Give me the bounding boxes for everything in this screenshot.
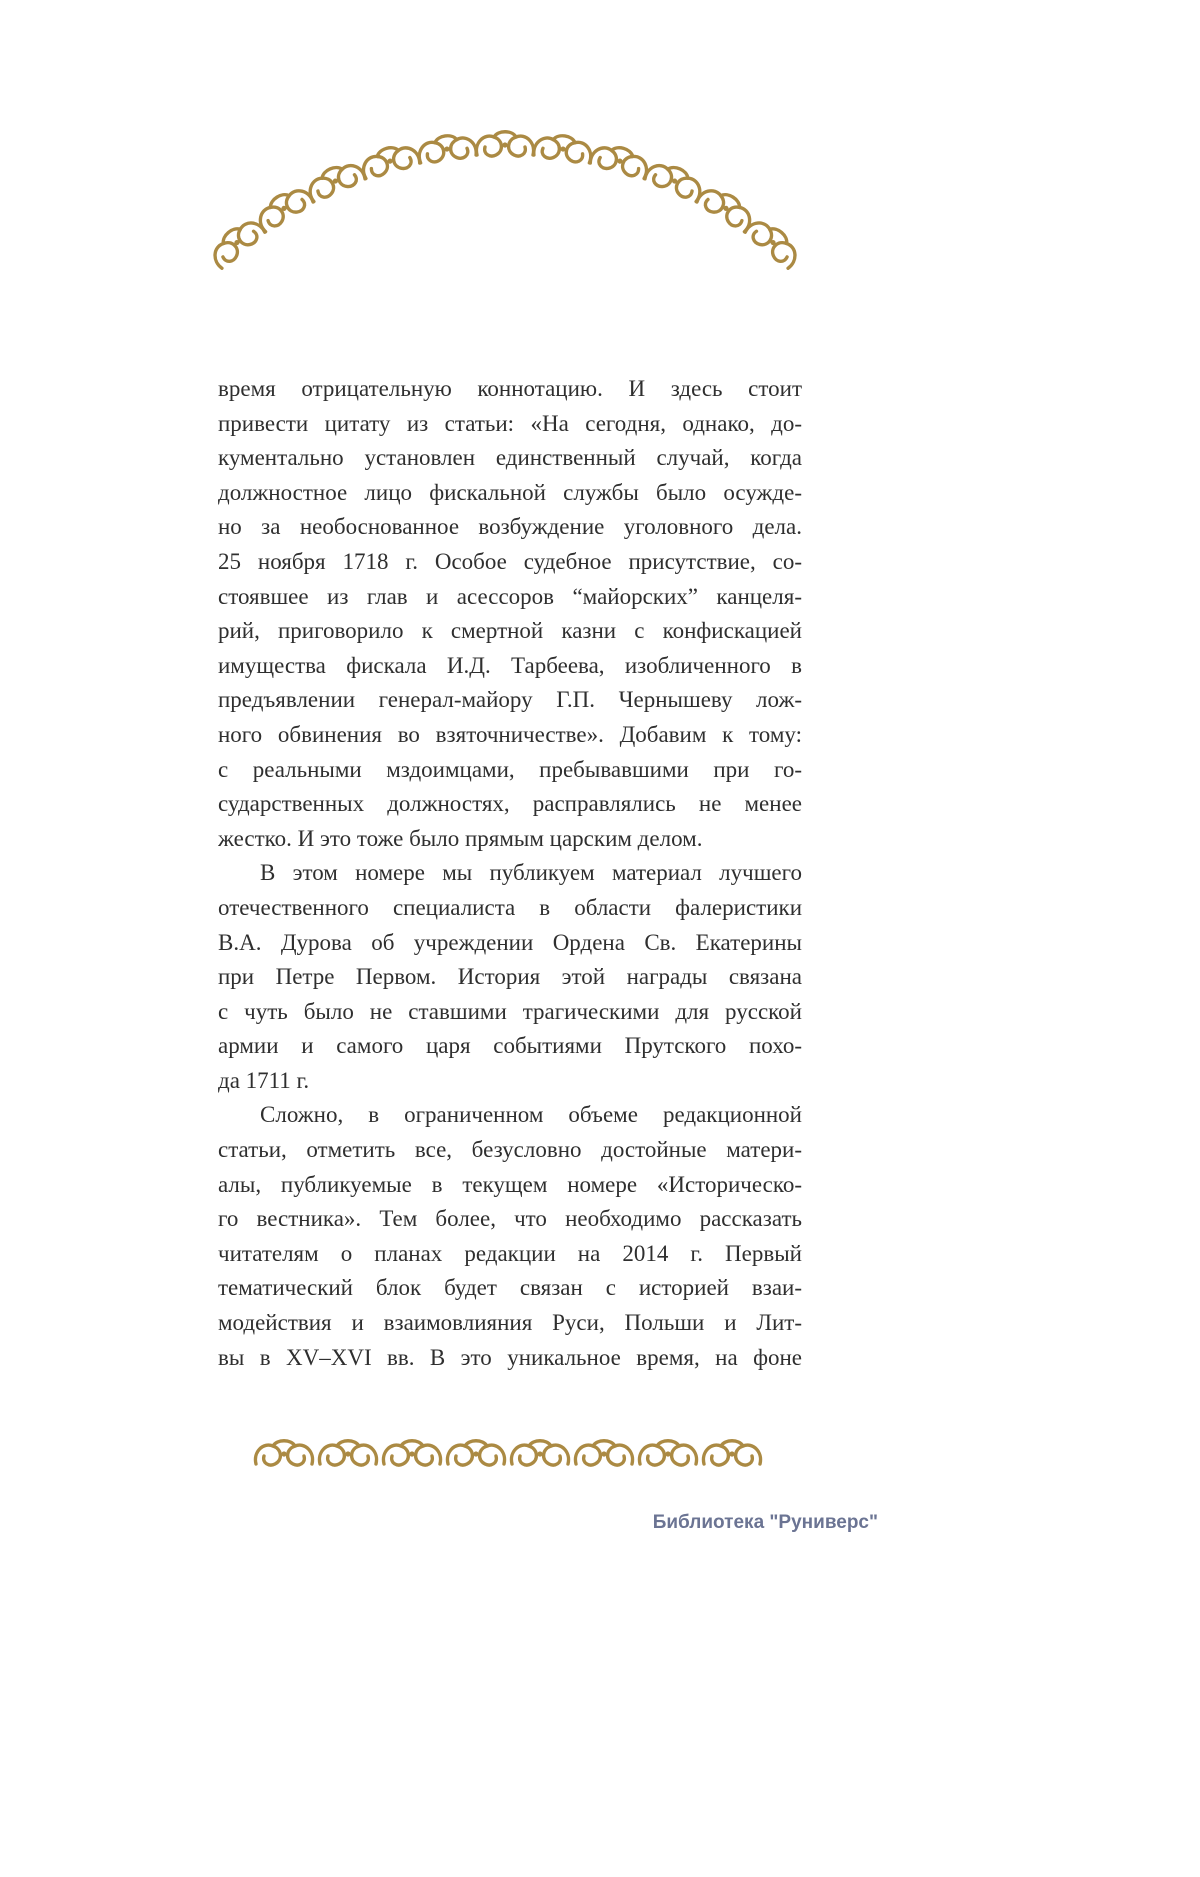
text-line: предъявлении генерал-майору Г.П. Чернышеву лож- bbox=[218, 687, 802, 713]
text-line: стоявшее из глав и асессоров “майорских” канцеля- bbox=[218, 583, 802, 609]
text-line: го вестника». Тем более, что необходимо рассказать bbox=[218, 1206, 802, 1232]
text-line: время отрицательную коннотацию. И здесь стоит bbox=[218, 376, 802, 401]
text-line: ного обвинения во взяточничестве». Добавим к тому: bbox=[218, 721, 802, 747]
text-line: читателям о планах редакции на 2014 г. Первый bbox=[218, 1240, 802, 1266]
text-line: алы, публикуемые в текущем номере «Историческо- bbox=[218, 1171, 802, 1197]
text-line: В.А. Дурова об учреждении Ордена Св. Екатерины bbox=[218, 929, 802, 955]
paragraph bbox=[218, 1098, 802, 1375]
text-line: да 1711 г. bbox=[218, 1067, 310, 1093]
text-line: 25 ноября 1718 г. Особое судебное присутствие, со- bbox=[218, 548, 802, 574]
text-line: В этом номере мы публикуем материал лучшего bbox=[260, 860, 802, 886]
text-line: с реальными мздоимцами, пребывавшими при го- bbox=[218, 756, 802, 782]
text-line: жестко. И это тоже было прямым царским делом. bbox=[218, 825, 703, 851]
text-line: с чуть было не ставшими трагическими для русской bbox=[218, 998, 802, 1024]
text-line: кументально установлен единственный случай, когда bbox=[218, 445, 802, 471]
paragraph bbox=[218, 856, 802, 1098]
text-line: рий, приговорило к смертной казни с конфискацией bbox=[218, 618, 802, 644]
text-line: привести цитату из статьи: «На сегодня, однако, до- bbox=[218, 410, 802, 436]
text-line: отечественного специалиста в области фалеристики bbox=[218, 894, 802, 920]
text-line: должностное лицо фискальной службы было осужде- bbox=[218, 479, 802, 505]
text-line: но за необоснованное возбуждение уголовного дела. bbox=[218, 514, 802, 540]
paragraph bbox=[218, 372, 802, 856]
bottom-ornament-band-icon bbox=[252, 1430, 772, 1480]
text-line: статьи, отметить все, безусловно достойные матери- bbox=[218, 1137, 802, 1163]
text-line: тематический блок будет связан с историей взаи- bbox=[218, 1275, 802, 1301]
bottom-ornament-group bbox=[255, 1441, 760, 1465]
text-line: армии и самого царя событиями Прутского похо- bbox=[218, 1033, 802, 1059]
top-ornament-arc-group bbox=[207, 132, 804, 270]
text-line: при Петре Первом. История этой награды связана bbox=[218, 964, 802, 990]
text-line: сударственных должностях, расправлялись не менее bbox=[218, 791, 802, 817]
text-line: Сложно, в ограниченном объеме редакционной bbox=[260, 1102, 802, 1128]
text-line: модействия и взаимовлияния Руси, Польши и Лит- bbox=[218, 1310, 802, 1336]
text-line: вы в XV–XVI вв. В это уникальное время, на фоне bbox=[218, 1344, 802, 1370]
top-ornament-arc-icon bbox=[100, 118, 910, 288]
text-block bbox=[218, 372, 802, 1375]
library-watermark: Библиотека "Руниверс" bbox=[652, 1512, 878, 1533]
text-line: имущества фискала И.Д. Тарбеева, изобличенного в bbox=[218, 652, 802, 678]
